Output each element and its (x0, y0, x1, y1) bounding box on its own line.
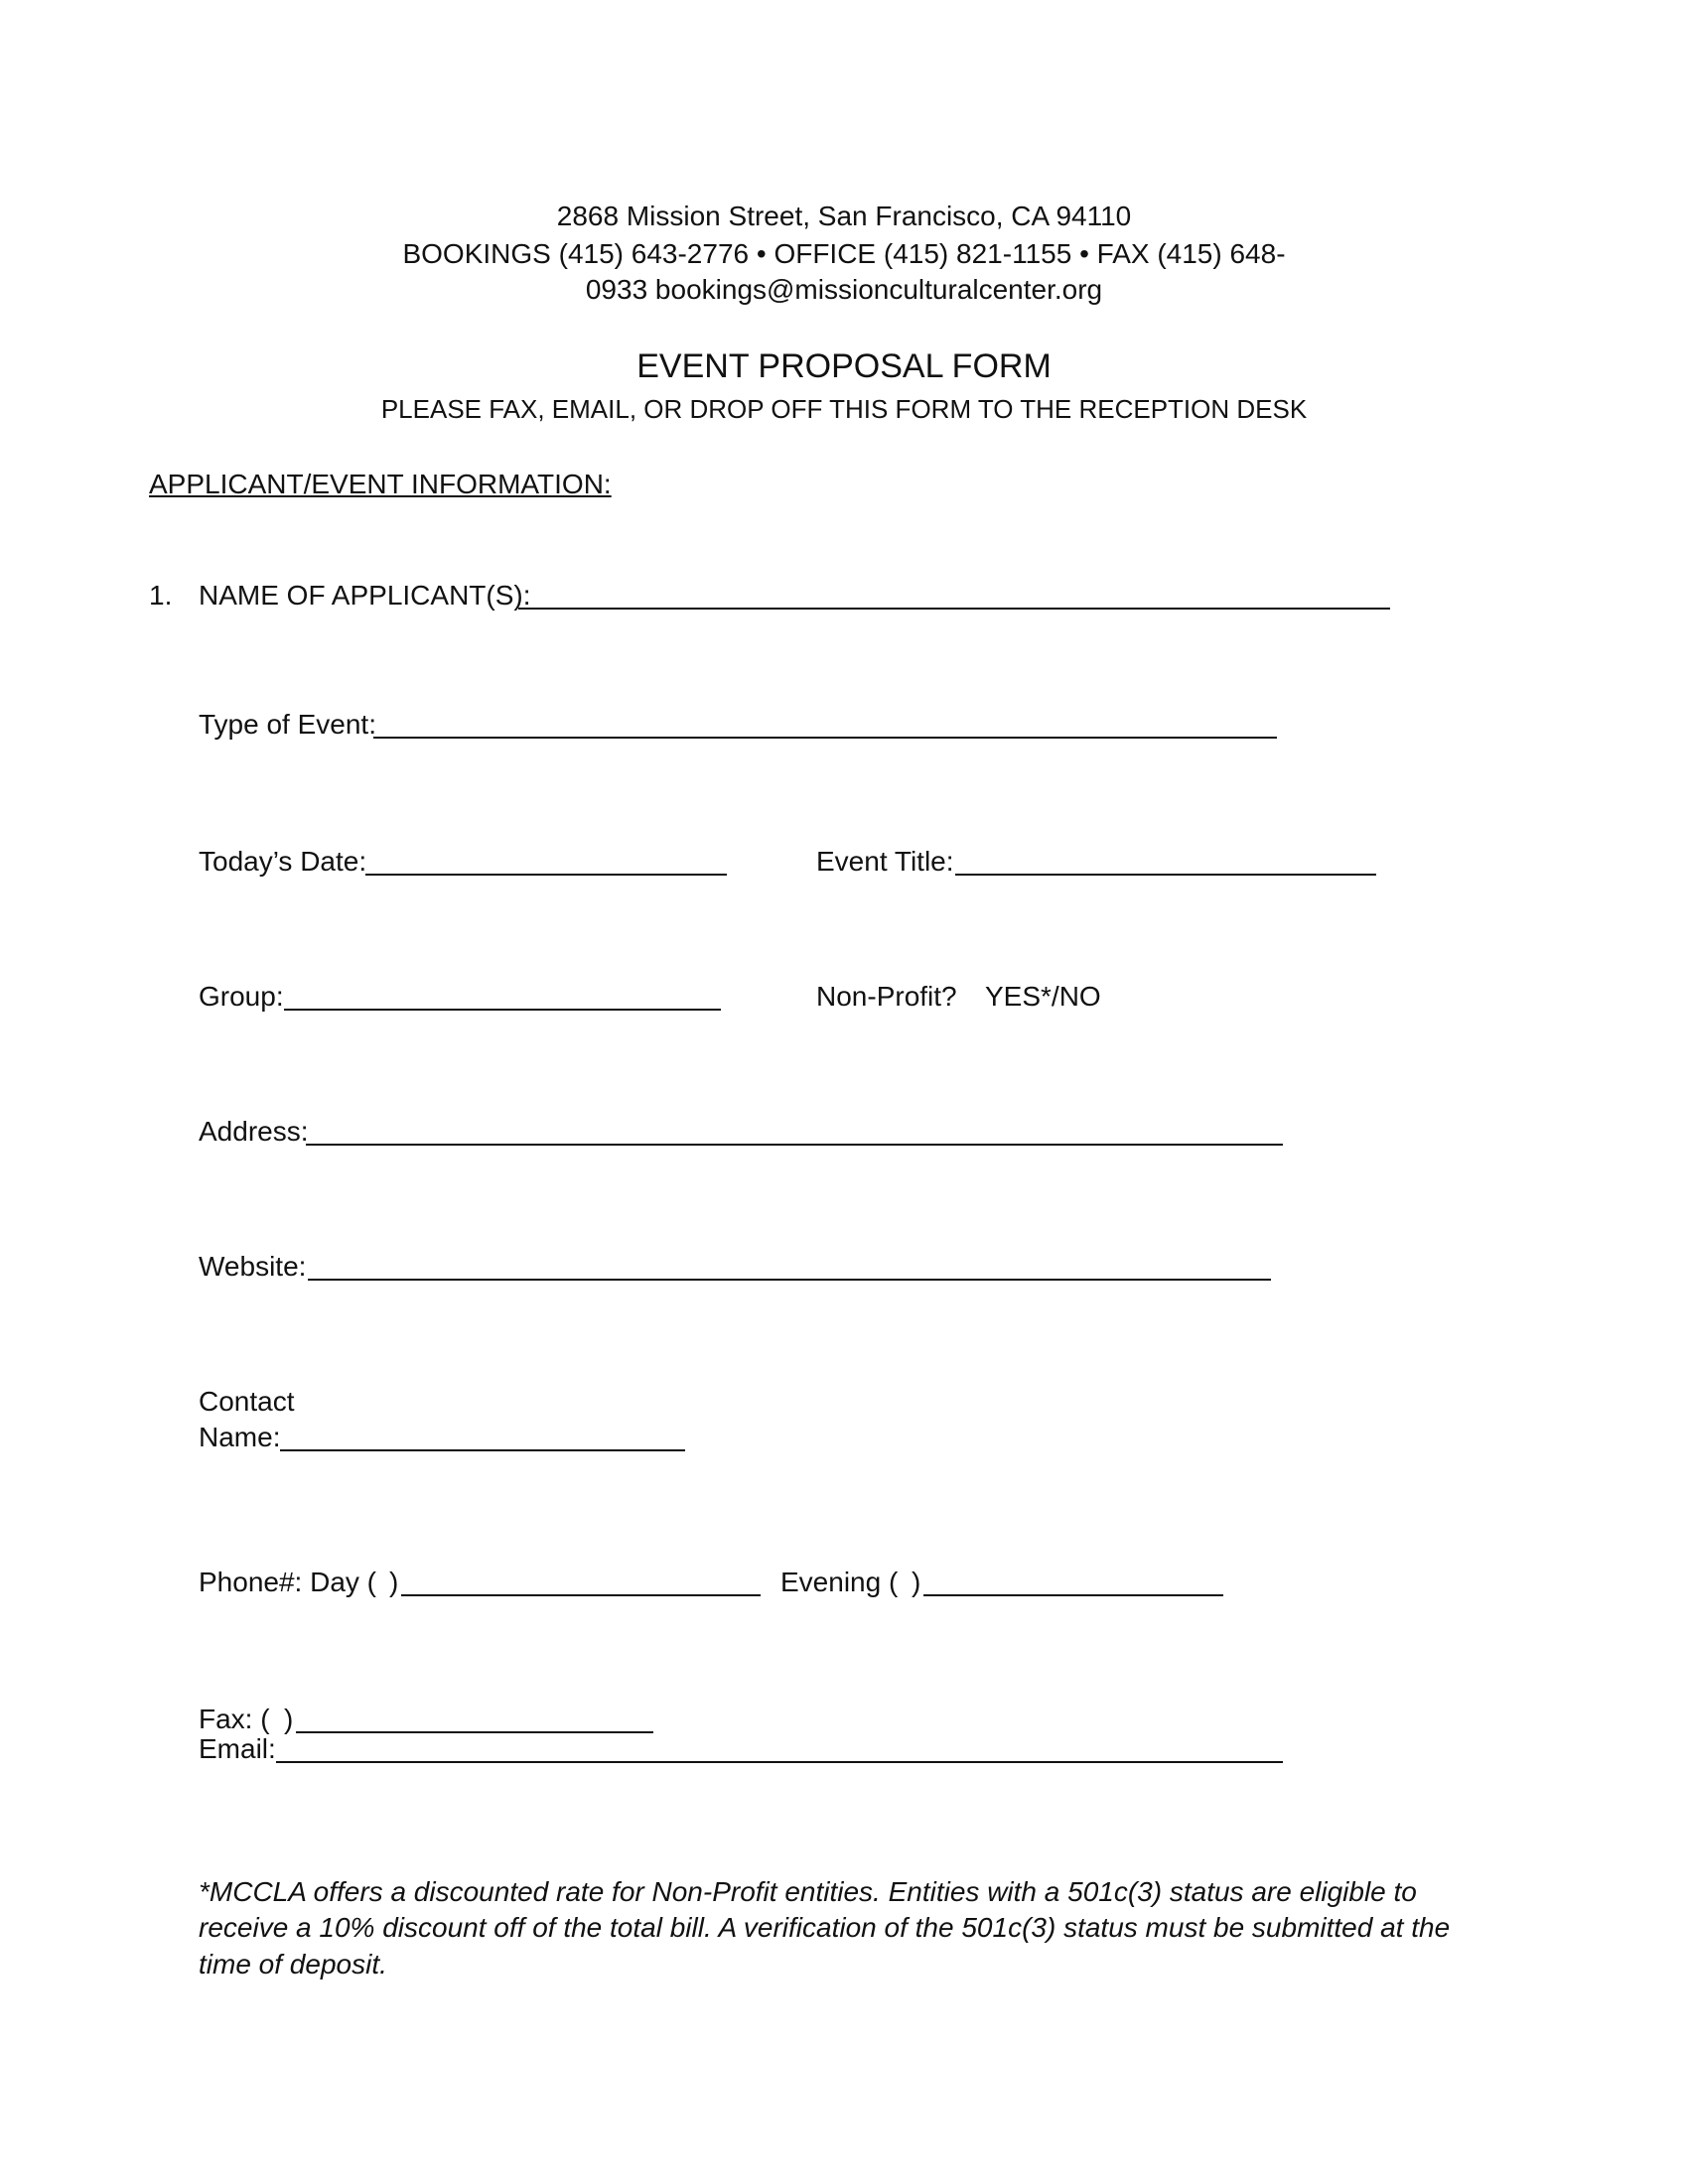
email-label: Email: (199, 1733, 276, 1764)
todays-date-field[interactable] (365, 848, 727, 883)
contact-name-field[interactable] (280, 1424, 685, 1458)
event-title-field[interactable] (955, 848, 1376, 883)
phone-day-label: Phone#: Day ( (199, 1567, 376, 1597)
form-subtitle: PLEASE FAX, EMAIL, OR DROP OFF THIS FORM TO THE RECEPTION DESK (380, 394, 1308, 424)
address-field[interactable] (306, 1118, 1283, 1153)
event-title-label: Event Title: (816, 846, 954, 877)
nonprofit-label: Non‑Profit? (816, 981, 957, 1012)
phone-evening-close: ) (912, 1567, 921, 1597)
form-title: EVENT PROPOSAL FORM (636, 347, 1052, 385)
website-label: Website: (199, 1251, 307, 1282)
todays-date-label: Today’s Date: (199, 846, 367, 877)
nonprofit-discount-footnote: *MCCLA offers a discounted rate for Non‑Profit entities. Entities with a 501c(3) status are eligible to receive a 10% discount off of the total bill. A verification of the 501c(3) status must be submitted at the time of deposit. (199, 1876, 1451, 1979)
name-of-applicants-field[interactable] (518, 582, 1390, 616)
name-of-applicants-label: NAME OF APPLICANT(S): (199, 580, 531, 611)
item-number: 1. (149, 580, 173, 611)
phone-day-field[interactable] (401, 1569, 761, 1603)
group-field[interactable] (284, 983, 721, 1018)
group-label: Group: (199, 981, 284, 1012)
type-of-event-label: Type of Event: (199, 709, 376, 740)
nonprofit-options[interactable]: YES*/NO (985, 981, 1101, 1012)
section-heading: APPLICANT/EVENT INFORMATION: (149, 469, 612, 499)
fax-label: Fax: ( (199, 1704, 270, 1734)
venue-address: 2868 Mission Street, San Francisco, CA 94110 (556, 201, 1132, 231)
fax-close: ) (284, 1704, 294, 1734)
contact-name-label: Name: (199, 1422, 281, 1452)
email-field[interactable] (276, 1735, 1283, 1770)
phone-evening-field[interactable] (923, 1569, 1223, 1603)
website-field[interactable] (308, 1253, 1271, 1288)
phone-evening-label: Evening ( (780, 1567, 899, 1597)
contact-label: Contact (199, 1386, 295, 1417)
address-label: Address: (199, 1116, 309, 1147)
venue-contact-line1: BOOKINGS (415) 643‑2776 • OFFICE (415) 821‑1155 • FAX (415) 648‑ (402, 238, 1286, 269)
venue-contact-line2: 0933 bookings@missionculturalcenter.org (585, 274, 1103, 305)
type-of-event-field[interactable] (373, 711, 1277, 746)
phone-day-close: ) (389, 1567, 399, 1597)
